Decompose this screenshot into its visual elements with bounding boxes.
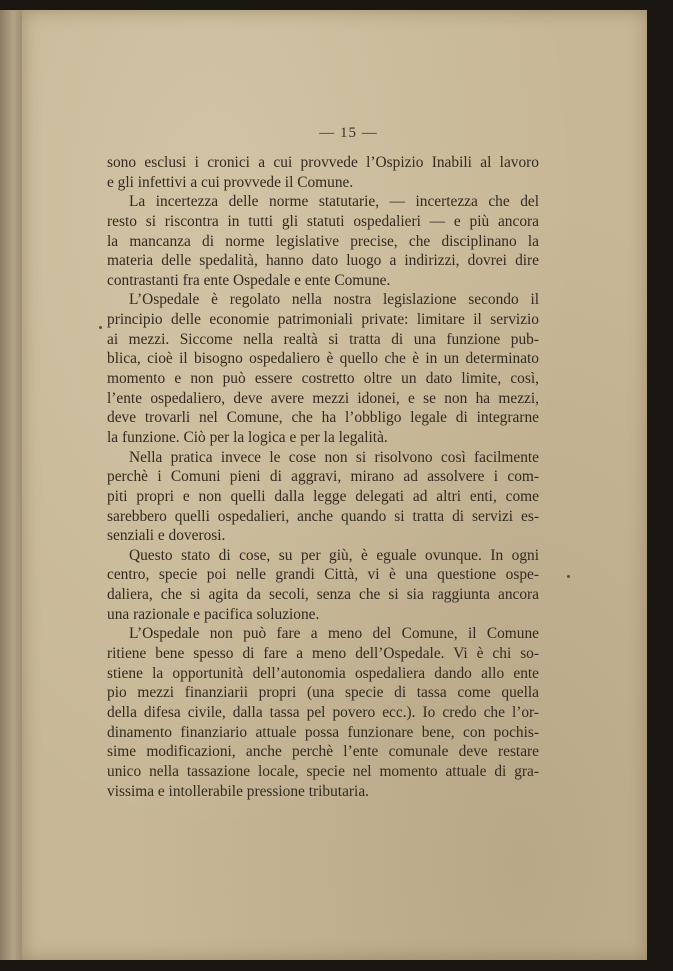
text-line: la mancanza di norme legislative precise, che disciplinano la (107, 232, 539, 250)
text-line: L’Ospedale non può fare a meno del Comune, il Comune (129, 625, 539, 643)
text-line: La incertezza delle norme statutarie, — incertezza che del (129, 193, 539, 211)
text-line: perchè i Comuni pieni di aggravi, mirano ad assolvere i com- (107, 468, 539, 486)
paper-speck (567, 575, 570, 578)
text-line: sime modificazioni, anche perchè l’ente comunale deve restare (107, 743, 539, 761)
text-line: vissima e intollerabile pressione tributaria. (107, 782, 369, 800)
text-line: daliera, che si agita da secoli, senza che si sia raggiunta ancora (107, 586, 539, 604)
text-line: dinamento finanziario attuale possa funzionare bene, con pochis- (107, 723, 539, 741)
paper-speck (99, 326, 102, 329)
text-line: piti propri e non quelli dalla legge delegati ad altri enti, come (107, 487, 539, 505)
body-text (107, 153, 539, 801)
previous-page-edge (0, 10, 23, 960)
text-line: ai mezzi. Siccome nella realtà si tratta di una funzione pub- (107, 330, 539, 348)
text-line: blica, cioè il bisogno ospedaliero è quello che è in un determinato (107, 350, 539, 368)
text-line: una razionale e pacifica soluzione. (107, 605, 320, 623)
page-number: — 15 — (319, 125, 378, 141)
text-line: materia delle spedalità, hanno dato luogo a indirizzi, dovrei dire (107, 252, 539, 270)
book-page (22, 10, 647, 960)
text-line: pio mezzi finanziarii propri (una specie di tassa come quella (107, 684, 539, 702)
text-line: principio delle economie patrimoniali private: limitare il servizio (107, 311, 539, 329)
text-line: stiene la opportunità dell’autonomia ospedaliera dando allo ente (107, 664, 539, 682)
text-line: unico nella tassazione locale, specie nel momento attuale di gra- (107, 762, 539, 780)
text-line: ritiene bene spesso di fare a meno dell’Ospedale. Vi è chi so- (107, 645, 539, 663)
text-line: sarebbero quelli ospedalieri, anche quando si tratta di servizi es- (107, 507, 539, 525)
text-line: l’ente ospedaliero, deve avere mezzi idonei, e se non ha mezzi, (107, 389, 539, 407)
text-line: la funzione. Ciò per la logica e per la legalità. (107, 428, 388, 446)
text-line: momento e non può essere costretto oltre un dato limite, così, (107, 370, 539, 388)
text-line: senziali e doverosi. (107, 527, 226, 545)
text-line: Nella pratica invece le cose non si risolvono così facilmente (129, 448, 539, 466)
text-line: centro, specie poi nelle grandi Città, vi è una questione ospe- (107, 566, 539, 584)
text-line: L’Ospedale è regolato nella nostra legislazione secondo il (129, 291, 539, 309)
text-line: contrastanti fra ente Ospedale e ente Comune. (107, 271, 391, 289)
text-line: e gli infettivi a cui provvede il Comune. (107, 173, 354, 191)
text-line: resto si riscontra in tutti gli statuti ospedalieri — e più ancora (107, 212, 539, 230)
text-line: Questo stato di cose, su per giù, è eguale ovunque. In ogni (129, 546, 539, 564)
text-line: della difesa civile, dalla tassa pel povero ecc.). Io credo che l’or- (107, 703, 539, 721)
text-line: deve trovarli nel Comune, che ha l’obbligo legale di integrarne (107, 409, 539, 427)
text-line: sono esclusi i cronici a cui provvede l’Ospizio Inabili al lavoro (107, 154, 539, 171)
